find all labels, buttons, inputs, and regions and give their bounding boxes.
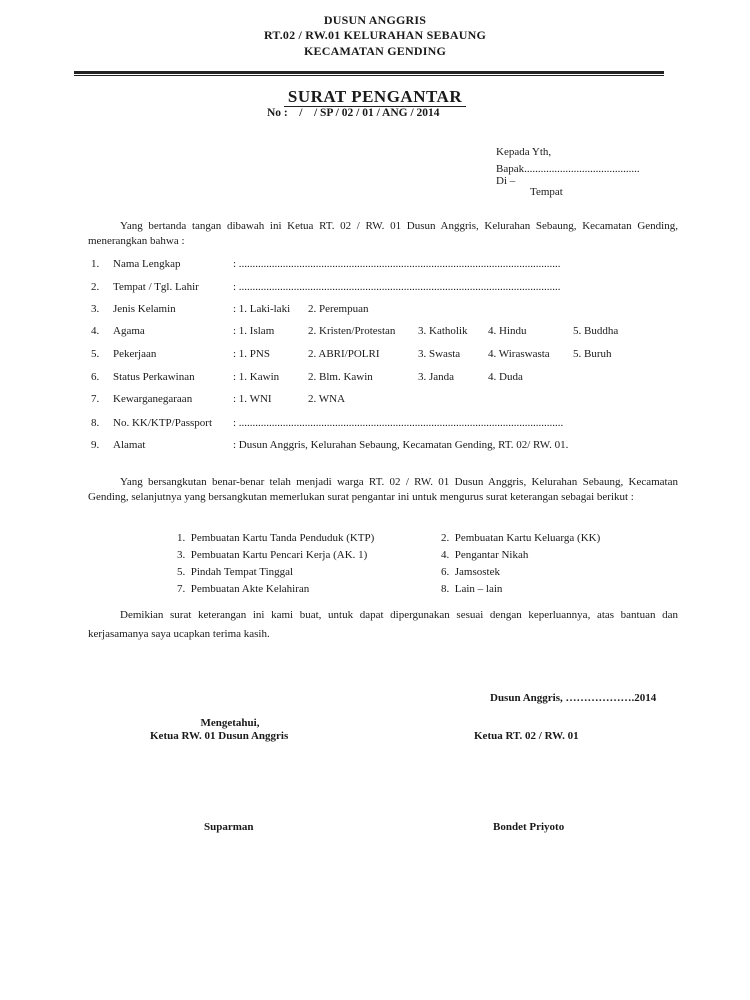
sign-right-position: Ketua RT. 02 / RW. 01 [474,730,579,742]
purpose-item: 4. Pengantar Nikah [441,549,529,561]
letterhead-rule-thin [74,75,664,76]
recipient-name: Bapak.......................................... [496,163,640,175]
purpose-item: 6. Jamsostek [441,566,500,578]
letterhead-village: DUSUN ANGGRIS [323,13,427,27]
recipient-greeting: Kepada Yth, [496,146,552,158]
field-value: : Dusun Anggris, Kelurahan Sebaung, Kecamatan Gending, RT. 02/ RW. 01. [233,439,569,451]
field-option: 2. Blm. Kawin [308,371,373,383]
purpose-item: 5. Pindah Tempat Tinggal [177,566,294,578]
field-option: : 1. PNS [233,348,270,360]
purpose-item: 3. Pembuatan Kartu Pencari Kerja (AK. 1) [177,549,368,561]
field-number: 5. [91,348,100,360]
field-label: Pekerjaan [113,348,157,360]
document-number: No : / / SP / 02 / 01 / ANG / 2014 [267,107,440,119]
field-label: Tempat / Tgl. Lahir [113,281,199,293]
field-number: 4. [91,325,100,337]
field-label: Alamat [113,439,146,451]
document-title-text: SURAT PENGANTAR [284,87,466,107]
field-label: Jenis Kelamin [113,303,176,315]
field-label: Nama Lengkap [113,258,181,270]
field-option: : 1. WNI [233,393,272,405]
field-option: : 1. Laki-laki [233,303,291,315]
field-number: 7. [91,393,100,405]
letterhead-rule-thick [74,71,664,74]
field-number: 8. [91,417,100,429]
sign-left-position: Ketua RW. 01 Dusun Anggris [150,730,289,742]
field-option: 4. Duda [488,371,523,383]
place-date: Dusun Anggris, ……………….2014 [490,692,657,704]
field-number: 3. [91,303,100,315]
purpose-item: 1. Pembuatan Kartu Tanda Penduduk (KTP) [177,532,375,544]
field-option: 4. Wiraswasta [488,348,550,360]
field-value: : ...................................................................................................................... [233,417,564,429]
field-number: 1. [91,258,100,270]
purpose-item: 7. Pembuatan Akte Kelahiran [177,583,310,595]
field-value: : ..................................................................................................................... [233,281,561,293]
field-option: 2. ABRI/POLRI [308,348,380,360]
field-option: : 1. Kawin [233,371,280,383]
field-option: 2. Kristen/Protestan [308,325,396,337]
purpose-item: 8. Lain – lain [441,583,503,595]
intro-paragraph: Yang bertanda tangan dibawah ini Ketua RT. 02 / RW. 01 Dusun Anggris, Kelurahan Sebaung, Kecamatan Gending, menerangkan bahwa : [88,220,678,247]
sign-left-title: Mengetahui, [200,717,260,729]
closing-paragraph: Demikian surat keterangan ini kami buat, untuk dapat dipergunakan sesuai dengan keperluannya, atas bantuan dan kerjasamanya saya ucapkan terima kasih. [88,609,678,640]
purpose-item: 2. Pembuatan Kartu Keluarga (KK) [441,532,601,544]
field-option: 5. Buruh [573,348,612,360]
recipient-place: Tempat [530,186,563,198]
field-option: 2. Perempuan [308,303,369,315]
field-option: 3. Swasta [418,348,461,360]
field-label: Status Perkawinan [113,371,195,383]
field-label: No. KK/KTP/Passport [113,417,213,429]
recipient-di: Di – [496,175,516,187]
statement-paragraph: Yang bersangkutan benar-benar telah menjadi warga RT. 02 / RW. 01 Dusun Anggris, Kelurahan Sebaung, Kecamatan Gending, selanjutnya yang bersangkutan memerlukan surat pengantar ini untuk mengurus surat keterangan sebagai berikut : [88,476,678,503]
field-option: 4. Hindu [488,325,527,337]
sign-right-name: Bondet Priyoto [493,821,565,833]
field-option: : 1. Islam [233,325,275,337]
letterhead-rt-rw: RT.02 / RW.01 KELURAHAN SEBAUNG [263,28,487,42]
document-title [0,87,750,107]
letterhead-district: KECAMATAN GENDING [304,44,446,58]
field-number: 9. [91,439,100,451]
field-value: : ..................................................................................................................... [233,258,561,270]
field-option: 2. WNA [308,393,346,405]
field-option: 5. Buddha [573,325,619,337]
field-option: 3. Katholik [418,325,468,337]
field-number: 2. [91,281,100,293]
field-label: Agama [113,325,145,337]
field-label: Kewarganegaraan [113,393,193,405]
field-number: 6. [91,371,100,383]
field-option: 3. Janda [418,371,455,383]
sign-left-name: Suparman [204,821,254,833]
